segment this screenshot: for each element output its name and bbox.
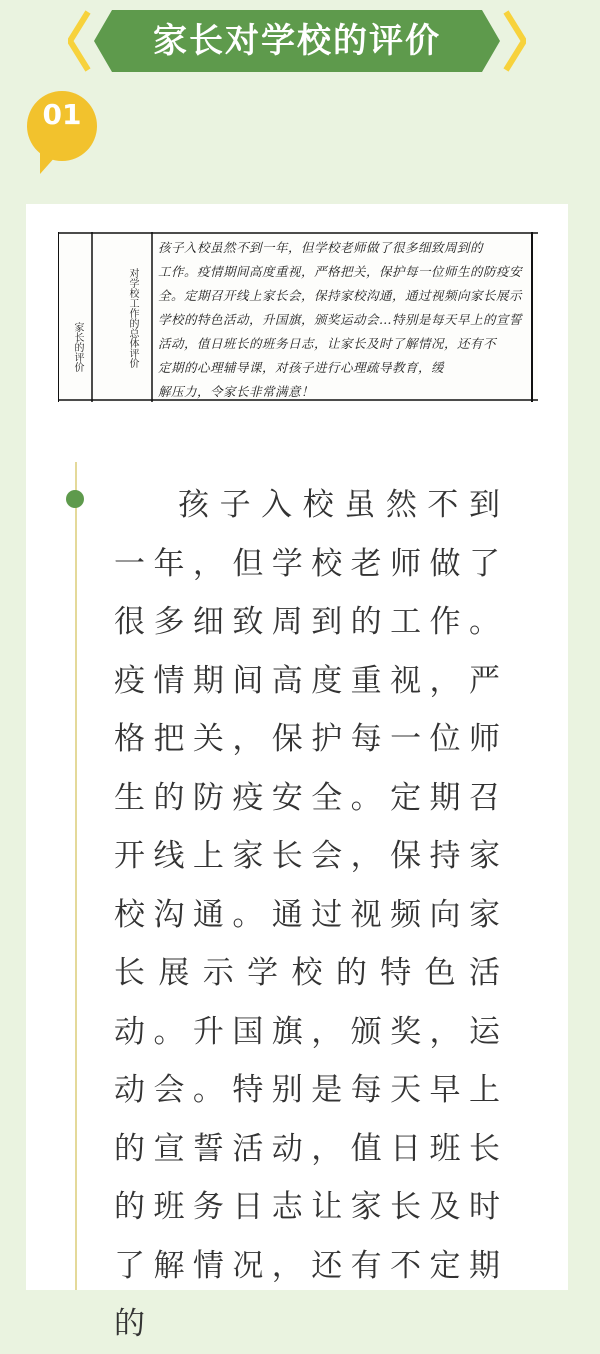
timeline-line bbox=[75, 462, 77, 1290]
content-card bbox=[26, 204, 568, 1342]
handwritten-text: 孩子入校虽然不到一年，但学校老师做了很多细致周到的 工作。疫情期间高度重视，严格把关，保护每一位师生的防疫安 全。定期召开线上家长会，保持家校沟通，通过视频向家长展示 学校的特色活动，升国旗，颁奖运动会…特别是每天早上的宣誓 活动，值日班长的班务日志，让家长及时了解情况，还有不 定期的心理辅导课，对孩子进行心理疏导教育，缓 解压力，令家长非常满意！ bbox=[158, 240, 523, 399]
page-title: 家长对学校的评价 bbox=[153, 21, 441, 61]
handwritten-document-scan bbox=[58, 232, 538, 402]
section-number: 01 bbox=[42, 98, 82, 131]
section-number-badge bbox=[26, 90, 102, 174]
timeline-dot bbox=[66, 490, 84, 508]
title-banner bbox=[68, 10, 526, 72]
evaluation-paragraph: 孩子入校虽然不到一年，但学校老师做了很多细致周到的工作。疫情期间高度重视，严格把关，保护每一位师生的防疫安全。定期召开线上家长会，保持家校沟通。通过视频向家长展示学校的特色活动。升国旗，颁奖，运动会。特别是每天早上的宣誓活动，值日班长的班务日志让家长及时了解情况，还有不定期的 bbox=[114, 487, 506, 1342]
document-row-label: 对学校工作的总体评价 bbox=[127, 268, 138, 368]
document-side-label: 家长的评价 bbox=[72, 322, 83, 372]
